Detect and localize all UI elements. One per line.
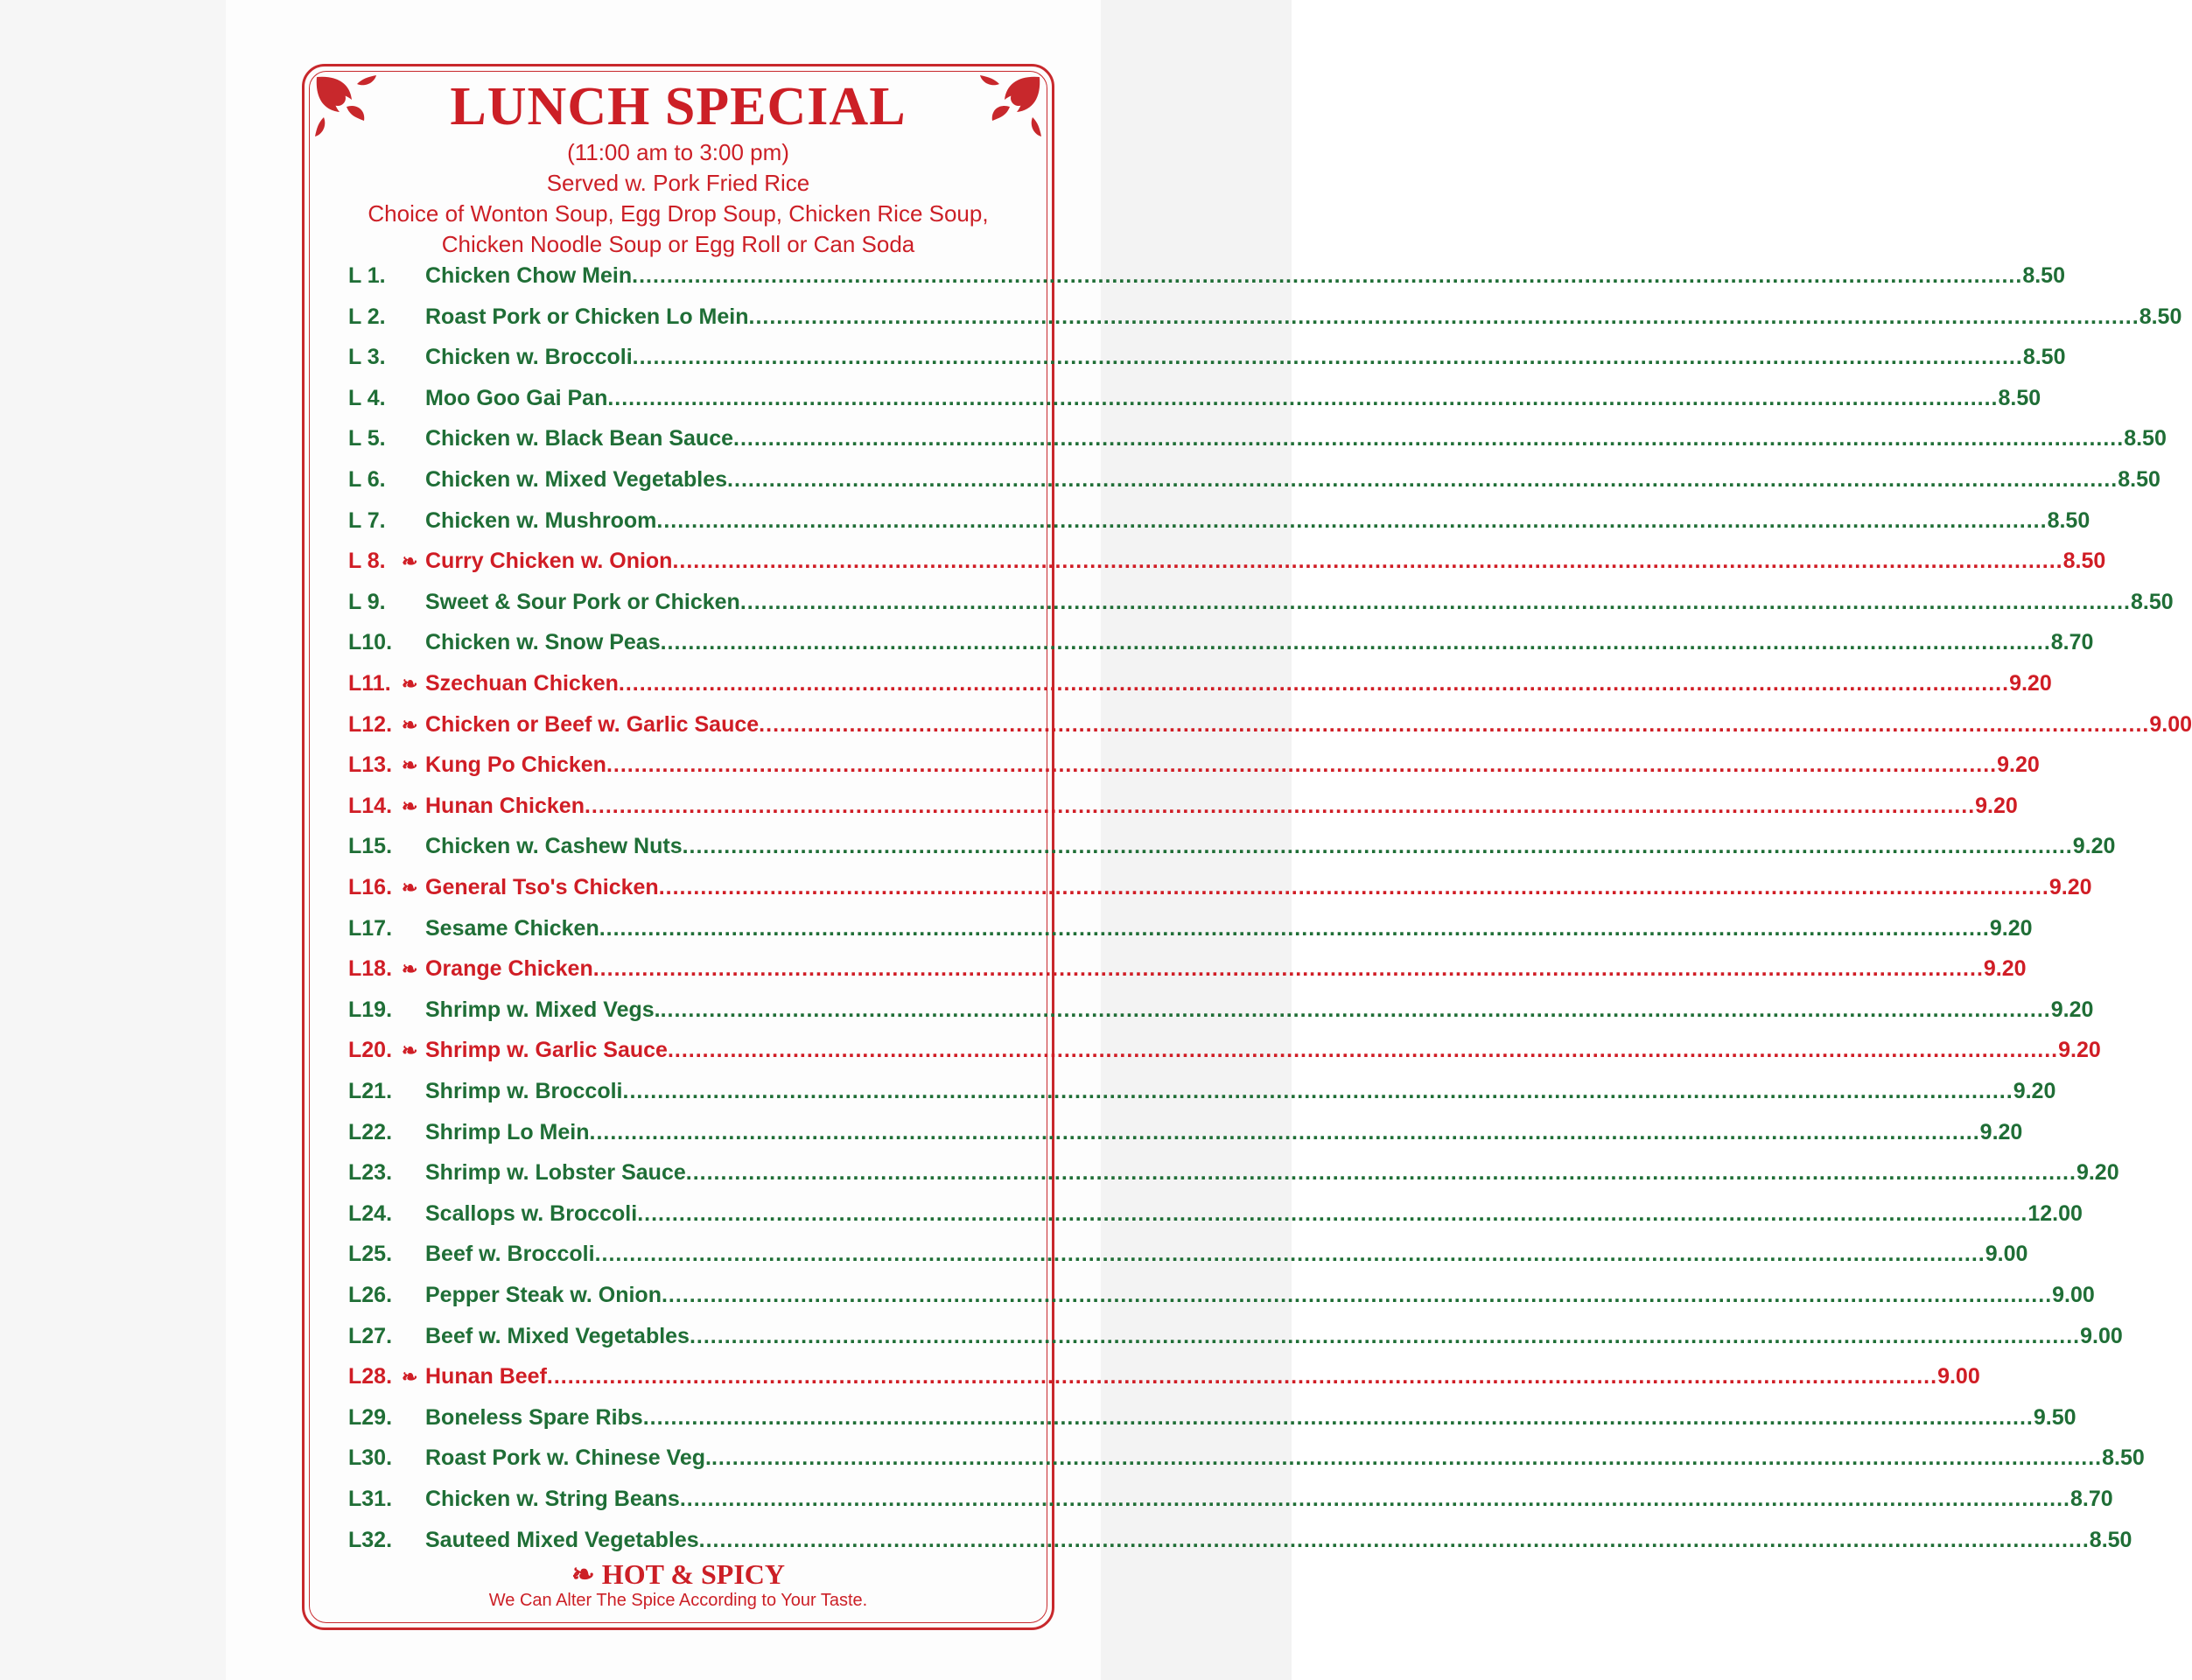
menu-item-price: 9.20 — [1975, 794, 2018, 818]
menu-item-name: Chicken w. Broccoli — [425, 345, 633, 369]
menu-item — [348, 1483, 2113, 1515]
menu-item-price: 8.50 — [2124, 426, 2167, 451]
dot-leader: ........................................................................................................................................................................................................ — [607, 386, 1999, 410]
menu-item-price: 8.50 — [2131, 590, 2174, 614]
dot-leader: ........................................................................................................................................................................................................ — [748, 304, 2139, 329]
menu-item-name: Roast Pork or Chicken Lo Mein — [425, 304, 749, 329]
menu-item — [348, 1075, 2056, 1107]
menu-item — [348, 1238, 2028, 1270]
menu-item-name: Beef w. Mixed Vegetables — [425, 1324, 690, 1348]
menu-item-code: L 5. — [348, 426, 386, 451]
menu-item-price: 8.50 — [2022, 263, 2065, 288]
menu-item — [348, 994, 2094, 1026]
menu-item-code: L23. — [348, 1160, 393, 1185]
menu-item-price: 8.70 — [2050, 630, 2094, 654]
menu-item-code: L16. — [348, 875, 393, 900]
menu-item-code: L13. — [348, 752, 393, 777]
menu-item-name: Shrimp w. Lobster Sauce — [425, 1160, 686, 1185]
menu-item-code: L12. — [348, 712, 393, 737]
menu-item — [348, 423, 2167, 454]
menu-item-code: L24. — [348, 1201, 393, 1226]
menu-item-price: 9.00 — [2080, 1324, 2123, 1348]
menu-item-code: L29. — [348, 1405, 393, 1430]
menu-item-code: L 3. — [348, 345, 386, 369]
menu-item — [348, 1402, 2076, 1433]
spicy-pepper-icon: ❧ — [402, 1040, 418, 1061]
menu-item — [348, 545, 2106, 577]
dot-leader: ........................................................................................................................................................................................................ — [667, 1038, 2059, 1062]
dot-leader: ........................................................................................................................................................................................................ — [660, 998, 2051, 1022]
menu-item-name: Sweet & Sour Pork or Chicken — [425, 590, 740, 614]
menu-item-name: Scallops w. Broccoli — [425, 1201, 638, 1226]
spicy-pepper-icon: ❧ — [402, 550, 418, 572]
menu-item-name: Shrimp w. Garlic Sauce — [425, 1038, 668, 1062]
menu-item-code: L28. — [348, 1364, 393, 1389]
menu-item-price: 9.20 — [2050, 998, 2094, 1022]
menu-item-code: L 9. — [348, 590, 386, 614]
menu-item-code: L25. — [348, 1242, 393, 1266]
menu-item-name: General Tso's Chicken — [425, 875, 659, 900]
menu-item-price: 9.20 — [1989, 916, 2033, 941]
menu-item — [348, 1442, 2145, 1474]
menu-item-code: L18. — [348, 956, 393, 981]
menu-item — [348, 1034, 2101, 1066]
soup-choice-line-1: Choice of Wonton Soup, Egg Drop Soup, Chicken Rice Soup, — [368, 200, 989, 227]
menu-item-price: 9.00 — [2149, 712, 2192, 737]
menu-item — [348, 913, 2033, 944]
menu-item-name: Chicken w. Mushroom — [425, 508, 657, 533]
menu-item-price: 9.20 — [2072, 834, 2116, 858]
spicy-pepper-icon: ❧ — [402, 714, 418, 736]
dot-leader: ........................................................................................................................................................................................................ — [632, 345, 2023, 369]
dot-leader: ........................................................................................................................................................................................................ — [606, 752, 1998, 777]
menu-item-price: 9.20 — [1997, 752, 2040, 777]
menu-item-name: Curry Chicken w. Onion — [425, 549, 673, 573]
page-title: LUNCH SPECIAL — [450, 77, 907, 136]
menu-item-name: Hunan Beef — [425, 1364, 547, 1389]
menu-item-code: L21. — [348, 1079, 393, 1103]
dot-leader: ........................................................................................................................................................................................................ — [711, 1446, 2103, 1470]
menu-item-code: L15. — [348, 834, 393, 858]
menu-item-price: 8.50 — [2102, 1446, 2145, 1470]
menu-item-price: 9.00 — [2052, 1283, 2095, 1307]
menu-item — [348, 709, 2192, 740]
menu-item-price: 8.50 — [1998, 386, 2041, 410]
spice-note: We Can Alter The Spice According to Your Taste. — [488, 1591, 868, 1610]
dot-leader: ........................................................................................................................................................................................................ — [637, 1201, 2028, 1226]
hot-spicy-legend: ❧ HOT & SPICY — [571, 1558, 786, 1590]
menu-item-price: 9.20 — [2058, 1038, 2101, 1062]
menu-item — [348, 1198, 2083, 1229]
menu-item-code: L 2. — [348, 304, 386, 329]
served-with: Served w. Pork Fried Rice — [546, 170, 810, 196]
dot-leader: ........................................................................................................................................................................................................ — [656, 508, 2048, 533]
menu-item-name: Boneless Spare Ribs — [425, 1405, 643, 1430]
menu-item-name: Hunan Chicken — [425, 794, 585, 818]
menu-item-price: 8.50 — [2047, 508, 2090, 533]
dot-leader: ........................................................................................................................................................................................................ — [642, 1405, 2034, 1430]
dot-leader: ........................................................................................................................................................................................................ — [727, 467, 2118, 492]
dot-leader: ........................................................................................................................................................................................................ — [584, 794, 1976, 818]
menu-item-price: 9.20 — [2013, 1079, 2056, 1103]
menu-item — [348, 626, 2094, 658]
menu-item-code: L 6. — [348, 467, 386, 492]
menu-item — [348, 464, 2160, 495]
dot-leader: ........................................................................................................................................................................................................ — [739, 590, 2131, 614]
spicy-pepper-icon: ❧ — [402, 958, 418, 980]
menu-item-name: Pepper Steak w. Onion — [425, 1283, 662, 1307]
dot-leader: ........................................................................................................................................................................................................ — [661, 1283, 2053, 1307]
menu-item-name: Beef w. Broccoli — [425, 1242, 595, 1266]
menu-item — [348, 872, 2092, 903]
menu-item-code: L31. — [348, 1487, 393, 1511]
menu-item-name: Shrimp w. Broccoli — [425, 1079, 623, 1103]
menu-item-price: 9.20 — [2076, 1160, 2119, 1185]
dot-leader: ........................................................................................................................................................................................................ — [546, 1364, 1938, 1389]
soup-choice-line-2: Chicken Noodle Soup or Egg Roll or Can Soda — [441, 231, 915, 257]
menu-item-name: Sauteed Mixed Vegetables — [425, 1528, 699, 1552]
menu-item-name: Chicken w. Cashew Nuts — [425, 834, 683, 858]
menu-item-price: 8.50 — [2062, 549, 2106, 573]
dot-leader: ........................................................................................................................................................................................................ — [592, 956, 1984, 981]
menu-item-price: 8.70 — [2069, 1487, 2113, 1511]
menu-item-name: Kung Po Chicken — [425, 752, 606, 777]
menu-item — [348, 1320, 2123, 1352]
menu-item-code: L17. — [348, 916, 393, 941]
menu-item-name: Chicken w. Snow Peas — [425, 630, 661, 654]
menu-item-price: 9.00 — [1937, 1364, 1980, 1389]
menu-item-price: 9.20 — [1983, 956, 2027, 981]
spicy-pepper-icon: ❧ — [402, 1366, 418, 1388]
dot-leader: ........................................................................................................................................................................................................ — [589, 1120, 1980, 1144]
menu-item-name: Shrimp w. Mixed Vegs. — [425, 998, 661, 1022]
spicy-pepper-icon: ❧ — [402, 795, 418, 817]
dot-leader: ........................................................................................................................................................................................................ — [689, 1324, 2081, 1348]
menu-item-name: Chicken w. Mixed Vegetables — [425, 467, 728, 492]
dot-leader: ........................................................................................................................................................................................................ — [672, 549, 2063, 573]
menu-item-name: Chicken w. String Beans — [425, 1487, 680, 1511]
menu-item-price: 8.50 — [2089, 1528, 2132, 1552]
menu-item-code: L 7. — [348, 508, 386, 533]
menu-item-code: L20. — [348, 1038, 393, 1062]
dot-leader: ........................................................................................................................................................................................................ — [594, 1242, 1985, 1266]
dot-leader: ........................................................................................................................................................................................................ — [622, 1079, 2013, 1103]
menu-item-code: L26. — [348, 1283, 393, 1307]
menu-item — [348, 749, 2040, 780]
spicy-pepper-icon: ❧ — [402, 673, 418, 695]
menu-item-name: Shrimp Lo Mein — [425, 1120, 590, 1144]
menu-item-price: 8.50 — [2022, 345, 2066, 369]
menu-item — [348, 1116, 2023, 1148]
menu-item-price: 9.20 — [2009, 671, 2052, 696]
menu-item-code: L 4. — [348, 386, 386, 410]
dot-leader: ........................................................................................................................................................................................................ — [599, 916, 1990, 941]
menu-item-name: Chicken Chow Mein — [425, 263, 633, 288]
menu-item-code: L32. — [348, 1528, 393, 1552]
menu-item — [348, 341, 2066, 373]
scan-margin-left — [0, 0, 226, 1680]
menu-item — [348, 301, 2182, 332]
menu-item-name: Orange Chicken — [425, 956, 593, 981]
menu-item-name: Moo Goo Gai Pan — [425, 386, 608, 410]
menu-item-price: 8.50 — [2139, 304, 2182, 329]
menu-item — [348, 953, 2027, 984]
dot-leader: ........................................................................................................................................................................................................ — [759, 712, 2150, 737]
menu-item — [348, 668, 2052, 699]
dot-leader: ........................................................................................................................................................................................................ — [682, 834, 2073, 858]
menu-item-code: L11. — [348, 671, 391, 696]
menu-item-price: 9.00 — [1985, 1242, 2028, 1266]
menu-item-name: Chicken w. Black Bean Sauce — [425, 426, 734, 451]
dot-leader: ........................................................................................................................................................................................................ — [679, 1487, 2070, 1511]
menu-item-name: Szechuan Chicken — [425, 671, 619, 696]
menu-item-code: L27. — [348, 1324, 393, 1348]
menu-item — [348, 1279, 2095, 1311]
menu-item-price: 9.50 — [2033, 1405, 2076, 1430]
menu-item — [348, 1524, 2132, 1556]
dot-leader: ........................................................................................................................................................................................................ — [733, 426, 2125, 451]
menu-item-price: 8.50 — [2118, 467, 2160, 492]
spicy-pepper-icon: ❧ — [402, 877, 418, 899]
menu-item — [348, 260, 2065, 291]
spicy-pepper-icon: ❧ — [402, 754, 418, 776]
menu-item-name: Roast Pork w. Chinese Veg. — [425, 1446, 711, 1470]
dot-leader: ........................................................................................................................................................................................................ — [685, 1160, 2076, 1185]
menu-item-code: L19. — [348, 998, 393, 1022]
menu-item-price: 12.00 — [2027, 1201, 2083, 1226]
menu-item-code: L10. — [348, 630, 393, 654]
menu-item — [348, 1361, 1980, 1392]
dot-leader: ........................................................................................................................................................................................................ — [658, 875, 2049, 900]
menu-item — [348, 830, 2116, 862]
menu-item — [348, 505, 2090, 536]
menu-item — [348, 382, 2041, 414]
menu-item-code: L 8. — [348, 549, 386, 573]
menu-item-code: L 1. — [348, 263, 386, 288]
menu-item-price: 9.20 — [2048, 875, 2092, 900]
dot-leader: ........................................................................................................................................................................................................ — [618, 671, 2010, 696]
menu-item-name: Chicken or Beef w. Garlic Sauce — [425, 712, 760, 737]
menu-item-code: L30. — [348, 1446, 393, 1470]
dot-leader: ........................................................................................................................................................................................................ — [660, 630, 2051, 654]
menu-item-code: L22. — [348, 1120, 393, 1144]
menu-item — [348, 790, 2018, 822]
menu-item — [348, 1157, 2119, 1188]
dot-leader: ........................................................................................................................................................................................................ — [632, 263, 2023, 288]
menu-item-code: L14. — [348, 794, 393, 818]
menu-item-price: 9.20 — [1979, 1120, 2023, 1144]
menu-item — [348, 586, 2174, 618]
lunch-hours: (11:00 am to 3:00 pm) — [567, 139, 789, 165]
menu-item-name: Sesame Chicken — [425, 916, 599, 941]
dot-leader: ........................................................................................................................................................................................................ — [698, 1528, 2090, 1552]
